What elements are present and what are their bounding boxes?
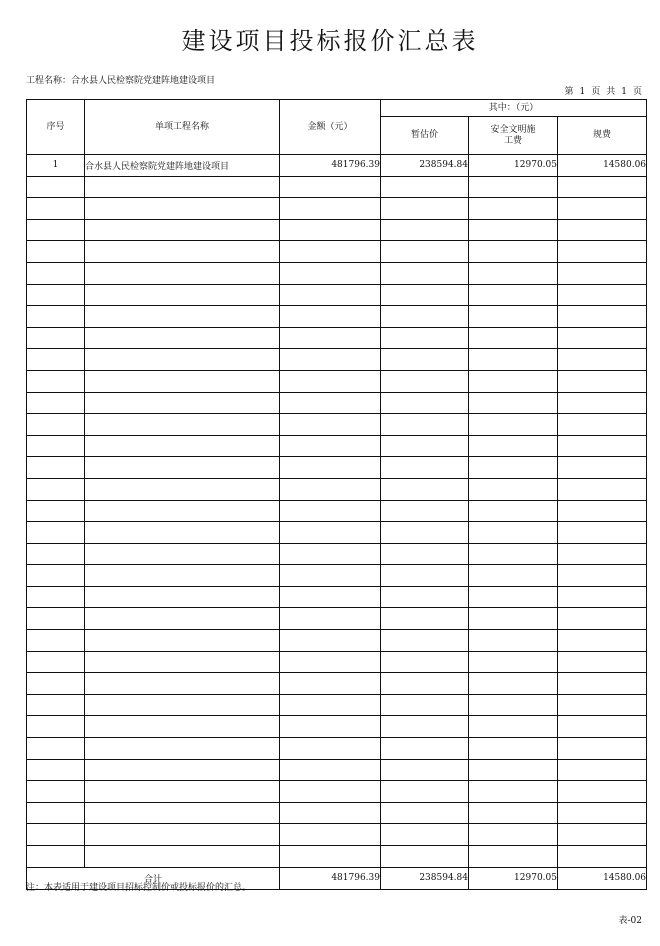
empty-cell [85,176,280,198]
total-safety: 12970.05 [469,867,558,889]
empty-cell [381,651,469,673]
empty-cell [469,543,558,565]
empty-cell [85,500,280,522]
empty-cell [469,716,558,738]
empty-cell [381,759,469,781]
empty-cell [280,522,381,544]
empty-row [27,176,647,198]
empty-cell [280,370,381,392]
empty-cell [85,608,280,630]
empty-cell [27,370,85,392]
empty-cell [469,738,558,760]
empty-cell [85,824,280,846]
table-row [27,155,647,177]
empty-cell [280,543,381,565]
empty-cell [469,478,558,500]
empty-cell [469,802,558,824]
empty-cell [280,673,381,695]
empty-cell [27,306,85,328]
page-current: 1 [579,87,586,97]
empty-cell [85,284,280,306]
empty-cell [280,781,381,803]
empty-cell [381,586,469,608]
empty-cell [85,781,280,803]
empty-cell [27,219,85,241]
empty-cell [280,586,381,608]
empty-cell [85,262,280,284]
header-safety-label: 安全文明施工费 [490,124,536,146]
empty-row [27,457,647,479]
empty-cell [558,651,647,673]
empty-cell [558,673,647,695]
empty-cell [558,176,647,198]
header-fees: 规费 [558,117,647,155]
empty-cell [469,565,558,587]
cell-safety: 12970.05 [469,155,558,177]
empty-cell [280,694,381,716]
empty-cell [558,759,647,781]
page-word: 页 [591,87,601,97]
empty-row [27,716,647,738]
page-total: 1 [621,87,627,97]
empty-cell [27,284,85,306]
empty-cell [381,392,469,414]
empty-cell [85,651,280,673]
empty-cell [27,392,85,414]
empty-cell [280,500,381,522]
empty-cell [381,435,469,457]
empty-cell [85,759,280,781]
empty-cell [27,457,85,479]
empty-cell [27,802,85,824]
empty-cell [381,262,469,284]
empty-cell [27,241,85,263]
empty-cell [558,478,647,500]
empty-cell [558,241,647,263]
empty-cell [558,565,647,587]
empty-cell [381,673,469,695]
empty-row [27,478,647,500]
empty-cell [381,522,469,544]
empty-cell [381,176,469,198]
empty-cell [469,759,558,781]
empty-row [27,262,647,284]
cell-amount: 481796.39 [280,155,381,177]
empty-cell [381,500,469,522]
empty-cell [381,543,469,565]
header-of-which: 其中：（元） [381,100,647,117]
empty-cell [469,327,558,349]
empty-row [27,284,647,306]
empty-cell [27,176,85,198]
empty-cell [469,435,558,457]
empty-row [27,500,647,522]
empty-row [27,738,647,760]
total-label: 合计 [27,867,280,889]
empty-cell [381,781,469,803]
cell-provisional: 238594.84 [381,155,469,177]
empty-cell [27,522,85,544]
empty-row [27,306,647,328]
page-total-suffix: 页 [632,87,642,97]
empty-cell [27,327,85,349]
empty-cell [381,478,469,500]
empty-cell [280,414,381,436]
empty-cell [381,370,469,392]
header-provisional: 暂估价 [381,117,469,155]
empty-cell [27,262,85,284]
empty-cell [27,500,85,522]
empty-cell [27,846,85,868]
empty-cell [381,846,469,868]
empty-cell [280,738,381,760]
empty-cell [469,500,558,522]
empty-cell [469,262,558,284]
empty-row [27,219,647,241]
empty-cell [27,565,85,587]
empty-cell [280,306,381,328]
empty-cell [558,198,647,220]
page-prefix: 第 [564,87,574,97]
empty-cell [558,306,647,328]
empty-cell [27,673,85,695]
empty-cell [558,392,647,414]
empty-cell [558,327,647,349]
cell-seq: 1 [27,155,85,177]
empty-cell [558,414,647,436]
empty-cell [280,716,381,738]
empty-cell [558,543,647,565]
empty-cell [85,349,280,371]
empty-cell [85,392,280,414]
empty-cell [85,241,280,263]
header-name: 单项工程名称 [85,100,280,155]
empty-row [27,327,647,349]
empty-cell [280,284,381,306]
empty-cell [558,694,647,716]
empty-cell [85,198,280,220]
empty-cell [280,759,381,781]
empty-cell [280,824,381,846]
empty-cell [558,500,647,522]
empty-cell [85,522,280,544]
empty-cell [381,284,469,306]
empty-cell [469,630,558,652]
empty-cell [381,824,469,846]
header-amount: 金额（元） [280,100,381,155]
empty-cell [85,565,280,587]
empty-cell [280,565,381,587]
empty-cell [558,219,647,241]
empty-cell [381,414,469,436]
empty-cell [280,802,381,824]
empty-cell [85,716,280,738]
total-fees: 14580.06 [558,867,647,889]
empty-cell [280,846,381,868]
empty-cell [381,241,469,263]
empty-cell [27,824,85,846]
total-provisional: 238594.84 [381,867,469,889]
empty-cell [469,781,558,803]
empty-cell [280,630,381,652]
empty-cell [469,284,558,306]
header-safety [469,117,558,155]
empty-cell [469,370,558,392]
empty-cell [381,457,469,479]
empty-row [27,198,647,220]
empty-cell [280,176,381,198]
empty-cell [27,738,85,760]
empty-row [27,651,647,673]
empty-cell [27,651,85,673]
empty-row [27,586,647,608]
empty-cell [558,586,647,608]
empty-row [27,522,647,544]
page-title: 建设项目投标报价汇总表 [181,27,479,55]
empty-cell [85,694,280,716]
empty-row [27,759,647,781]
empty-cell [381,608,469,630]
empty-cell [381,219,469,241]
empty-cell [469,694,558,716]
empty-cell [85,630,280,652]
empty-cell [27,630,85,652]
empty-cell [280,392,381,414]
empty-cell [381,716,469,738]
empty-cell [85,738,280,760]
empty-cell [85,543,280,565]
empty-cell [469,457,558,479]
empty-cell [469,846,558,868]
empty-cell [558,457,647,479]
empty-cell [469,392,558,414]
empty-cell [558,716,647,738]
empty-cell [27,586,85,608]
project-name-label: 工程名称： [26,76,72,86]
empty-cell [381,327,469,349]
page-indicator [558,87,642,98]
empty-cell [280,219,381,241]
empty-cell [558,349,647,371]
cell-name: 合水县人民检察院党建阵地建设项目 [85,155,280,177]
empty-cell [469,198,558,220]
empty-cell [280,241,381,263]
empty-cell [381,694,469,716]
empty-row [27,846,647,868]
empty-cell [85,478,280,500]
empty-cell [469,586,558,608]
empty-cell [85,219,280,241]
empty-cell [280,457,381,479]
empty-cell [558,781,647,803]
empty-cell [27,435,85,457]
empty-cell [381,306,469,328]
empty-cell [381,198,469,220]
empty-cell [469,651,558,673]
empty-cell [558,522,647,544]
empty-cell [558,846,647,868]
empty-cell [27,349,85,371]
empty-cell [85,457,280,479]
empty-cell [85,673,280,695]
empty-cell [27,198,85,220]
empty-cell [85,306,280,328]
empty-cell [469,219,558,241]
empty-cell [280,198,381,220]
empty-row [27,349,647,371]
total-amount: 481796.39 [280,867,381,889]
empty-cell [469,241,558,263]
empty-cell [280,349,381,371]
empty-row [27,414,647,436]
empty-row [27,673,647,695]
empty-row [27,435,647,457]
empty-cell [85,846,280,868]
empty-row [27,370,647,392]
form-code: 表-02 [618,916,642,926]
empty-cell [469,306,558,328]
empty-cell [469,824,558,846]
empty-cell [27,478,85,500]
empty-cell [280,435,381,457]
empty-cell [85,586,280,608]
empty-cell [85,370,280,392]
cell-fees: 14580.06 [558,155,647,177]
empty-cell [558,738,647,760]
empty-cell [280,608,381,630]
empty-cell [558,284,647,306]
empty-cell [280,651,381,673]
empty-cell [27,414,85,436]
empty-cell [27,781,85,803]
page-total-prefix: 共 [606,87,616,97]
empty-cell [381,349,469,371]
summary-table [26,99,647,890]
empty-cell [381,738,469,760]
empty-cell [558,262,647,284]
empty-row [27,392,647,414]
empty-cell [558,608,647,630]
empty-cell [469,414,558,436]
project-name-value: 合水县人民检察院党建阵地建设项目 [71,76,216,86]
empty-cell [381,565,469,587]
empty-cell [27,694,85,716]
empty-cell [27,716,85,738]
empty-row [27,630,647,652]
empty-cell [85,435,280,457]
empty-cell [27,759,85,781]
project-name [26,76,286,87]
footnote: 注：本表适用于建设项目招标控制价或投标报价的汇总。 [26,883,252,893]
empty-cell [558,802,647,824]
empty-cell [27,543,85,565]
header-seq: 序号 [27,100,85,155]
empty-row [27,694,647,716]
empty-cell [558,630,647,652]
empty-cell [558,370,647,392]
empty-row [27,608,647,630]
empty-cell [85,327,280,349]
empty-cell [469,522,558,544]
empty-row [27,543,647,565]
empty-cell [469,608,558,630]
empty-cell [469,176,558,198]
empty-cell [469,349,558,371]
empty-row [27,824,647,846]
empty-cell [280,478,381,500]
empty-row [27,241,647,263]
empty-cell [558,435,647,457]
empty-cell [381,802,469,824]
empty-row [27,802,647,824]
empty-cell [558,824,647,846]
empty-cell [85,802,280,824]
empty-cell [469,673,558,695]
empty-cell [381,630,469,652]
table-body [27,155,647,868]
empty-cell [85,414,280,436]
empty-row [27,565,647,587]
empty-cell [280,327,381,349]
empty-cell [280,262,381,284]
empty-cell [27,608,85,630]
empty-row [27,781,647,803]
